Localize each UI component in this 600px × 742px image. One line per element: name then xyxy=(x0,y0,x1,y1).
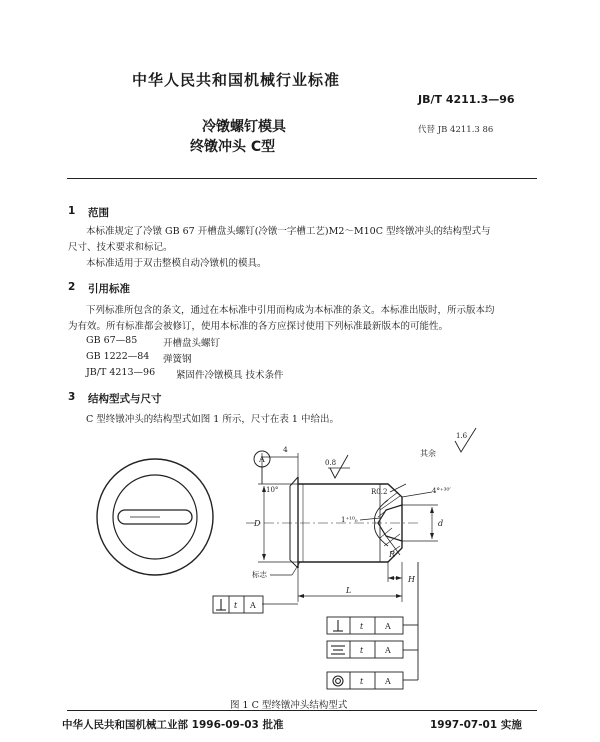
section-3-paragraph-1: C 型终镦冲头的结构型式如图 1 所示，尺寸在表 1 中给出。 xyxy=(86,414,339,425)
dim-R0.2: R0.2 xyxy=(371,488,388,496)
section-3-number: 3 xyxy=(68,391,76,403)
section-2-paragraph-1-cont: 为有效。所有标准都会被修订，使用本标准的各方应探讨使用下列标准最新版本的可能性。 xyxy=(68,321,449,332)
section-1-paragraph-1-cont: 尺寸、技术要求和标记。 xyxy=(68,242,173,253)
tol-datum: A xyxy=(385,646,391,655)
datum-label: A xyxy=(259,455,265,464)
reference-code: GB 1222—84 xyxy=(86,351,150,362)
dim-angle-4: 4°⁺³⁰′ xyxy=(432,487,451,495)
roughness-rest-value: 1.6 xyxy=(456,432,468,440)
section-3-title: 结构型式与尺寸 xyxy=(88,393,162,405)
reference-code: JB/T 4213—96 xyxy=(86,367,156,378)
tol-datum: A xyxy=(385,622,391,631)
standard-number: JB/T 4211.3—96 xyxy=(418,93,515,106)
section-1-paragraph-2: 本标准适用于双击整模自动冷镦机的模具。 xyxy=(86,258,267,269)
reference-name: 弹簧钢 xyxy=(163,354,192,365)
dim-D: D xyxy=(254,519,261,528)
dim-L: L xyxy=(346,586,352,595)
issuing-body-title: 中华人民共和国机械行业标准 xyxy=(132,71,341,89)
dim-angle-10: 10° xyxy=(266,486,279,494)
figure-caption: 图 1 C 型终镦冲头结构型式 xyxy=(230,700,348,711)
section-1-title: 范围 xyxy=(88,207,109,219)
replaces-note: 代替 JB 4211.3 86 xyxy=(418,125,494,135)
section-1-number: 1 xyxy=(68,205,76,217)
section-2-number: 2 xyxy=(68,281,76,293)
reference-name: 开槽盘头螺钉 xyxy=(163,338,221,349)
tolerance-symbols xyxy=(216,599,345,686)
reference-code: GB 67—85 xyxy=(86,335,138,346)
end-view xyxy=(97,459,213,575)
tol-value: t xyxy=(360,646,364,655)
section-1-paragraph-1: 本标准规定了冷镦 GB 67 开槽盘头螺钉(冷镦一字槽工艺)M2～M10C 型终镦冲头的结构型式与 xyxy=(86,226,491,237)
implementation-date: 1997-07-01 实施 xyxy=(430,719,522,731)
tol-value: t xyxy=(360,622,364,631)
dim-H: H xyxy=(408,575,415,584)
marking-label: 标志 xyxy=(252,570,267,579)
tol-datum: A xyxy=(385,677,391,686)
footer-divider xyxy=(67,710,537,711)
tol-value: t xyxy=(234,601,238,610)
roughness-rest-label: 其余 xyxy=(420,449,436,458)
roughness-value: 0.8 xyxy=(325,459,337,467)
dim-width-4: 4 xyxy=(283,445,288,454)
tol-value: t xyxy=(360,677,364,686)
dim-d: d xyxy=(438,519,444,528)
reference-name: 紧固件冷镦模具 技术条件 xyxy=(176,370,284,381)
section-2-title: 引用标准 xyxy=(88,283,130,295)
document-subtitle: 终镦冲头 C型 xyxy=(190,139,276,155)
dim-1: 1⁺¹⁰₀ xyxy=(341,516,358,524)
approval-date: 中华人民共和国机械工业部 1996-09-03 批准 xyxy=(62,719,284,731)
section-2-paragraph-1: 下列标准所包含的条文，通过在本标准中引用而构成为本标准的条文。本标准出版时，所示版本均 xyxy=(86,305,495,316)
dim-R: R xyxy=(389,550,396,559)
tol-datum: A xyxy=(250,601,256,610)
document-title: 冷镦螺钉模具 xyxy=(202,119,286,135)
